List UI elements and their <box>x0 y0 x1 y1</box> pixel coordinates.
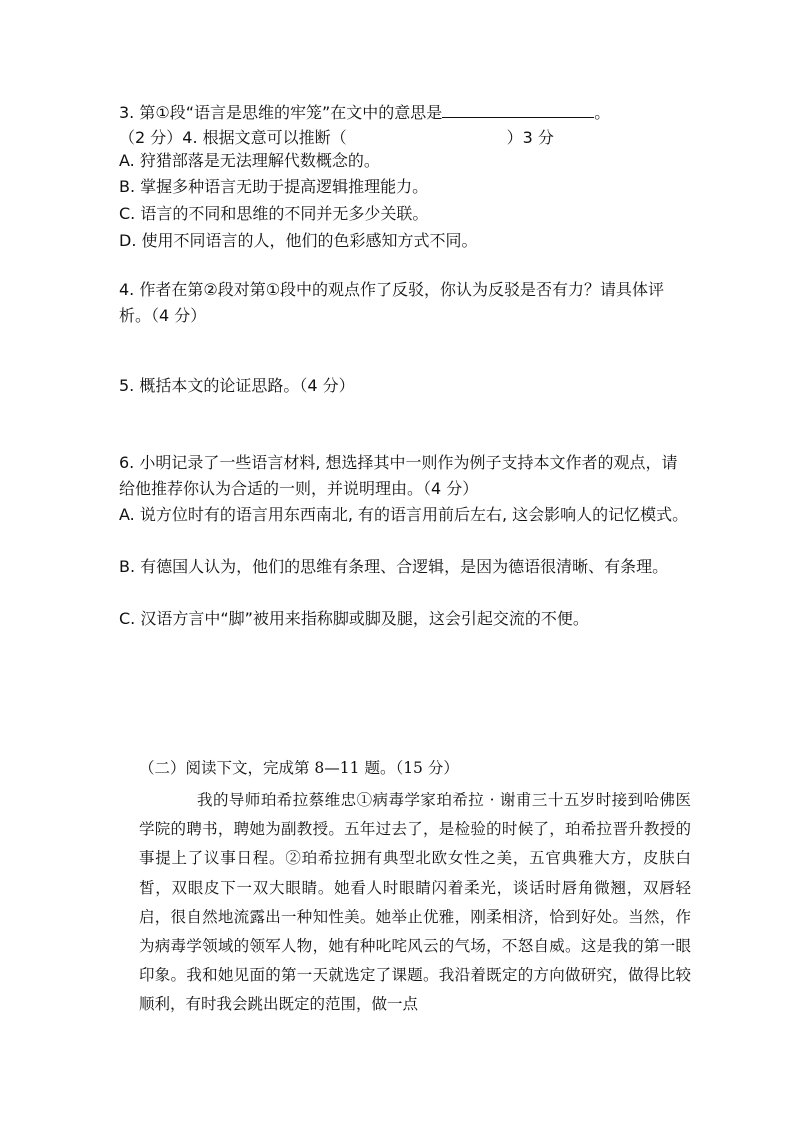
answer-blank <box>442 103 594 118</box>
section-heading: （二）阅读下文，完成第 8—11 题。（15 分） <box>139 759 459 777</box>
option-c: C. 语言的不同和思维的不同并无多少关联。 <box>119 204 429 223</box>
question-4: 4. 作者在第②段对第①段中的观点作了反驳，你认为反驳是否有力？请具体评析。（4 分） <box>119 280 665 325</box>
question-3-text: 3. 第①段“语言是思维的牢笼”在文中的意思是 <box>119 103 443 122</box>
option-b: B. 掌握多种语言无助于提高逻辑推理能力。 <box>119 177 429 196</box>
question-3-line2: （2 分）4. 根据文意可以推断（ ）3 分 <box>119 128 554 147</box>
option-a: A. 狩猎部落是无法理解代数概念的。 <box>119 151 380 170</box>
option-6b: B. 有德国人认为，他们的思维有条理、合逻辑，是因为德语很清晰、有条理。 <box>119 557 669 576</box>
question-5: 5. 概括本文的论证思路。（4 分） <box>119 376 355 395</box>
option-6c: C. 汉语方言中“脚”被用来指称脚或脚及腿，这会引起交流的不便。 <box>119 609 589 628</box>
question-3 <box>119 100 610 126</box>
question-3-end: 。 <box>594 103 611 122</box>
option-d: D. 使用不同语言的人，他们的色彩感知方式不同。 <box>119 231 478 250</box>
question-6: 6. 小明记录了一些语言材料, 想选择其中一则作为例子支持本文作者的观点，请给他推荐你认为合适的一则，并说明理由。（4 分） <box>119 453 678 498</box>
option-6a: A. 说方位时有的语言用东西南北, 有的语言用前后左右, 这会影响人的记忆模式。 <box>119 505 689 524</box>
reading-passage: 我的导师珀希拉蔡维忠①病毒学家珀希拉 · 谢甫三十五岁时接到哈佛医学院的聘书，聘她为副教授。五年过去了，是检验的时候了，珀希拉晋升教授的事提上了议事日程。②珀希拉拥有典型北欧女性之美，五官典雅大方，皮肤白皙，双眼皮下一双大眼睛。她看人时眼睛闪着柔光，谈话时唇角微翘，双唇轻启，很自然地流露出一种知性美。她举止优雅，刚柔相济，恰到好处。当然，作为病毒学领域的领军人物，她有种叱咤风云的气场，不怒自威。这是我的第一眼印象。我和她见面的第一天就选定了课题。我沿着既定的方向做研究，做得比较顺利，有时我会跳出既定的范围，做一点 <box>139 791 691 1014</box>
